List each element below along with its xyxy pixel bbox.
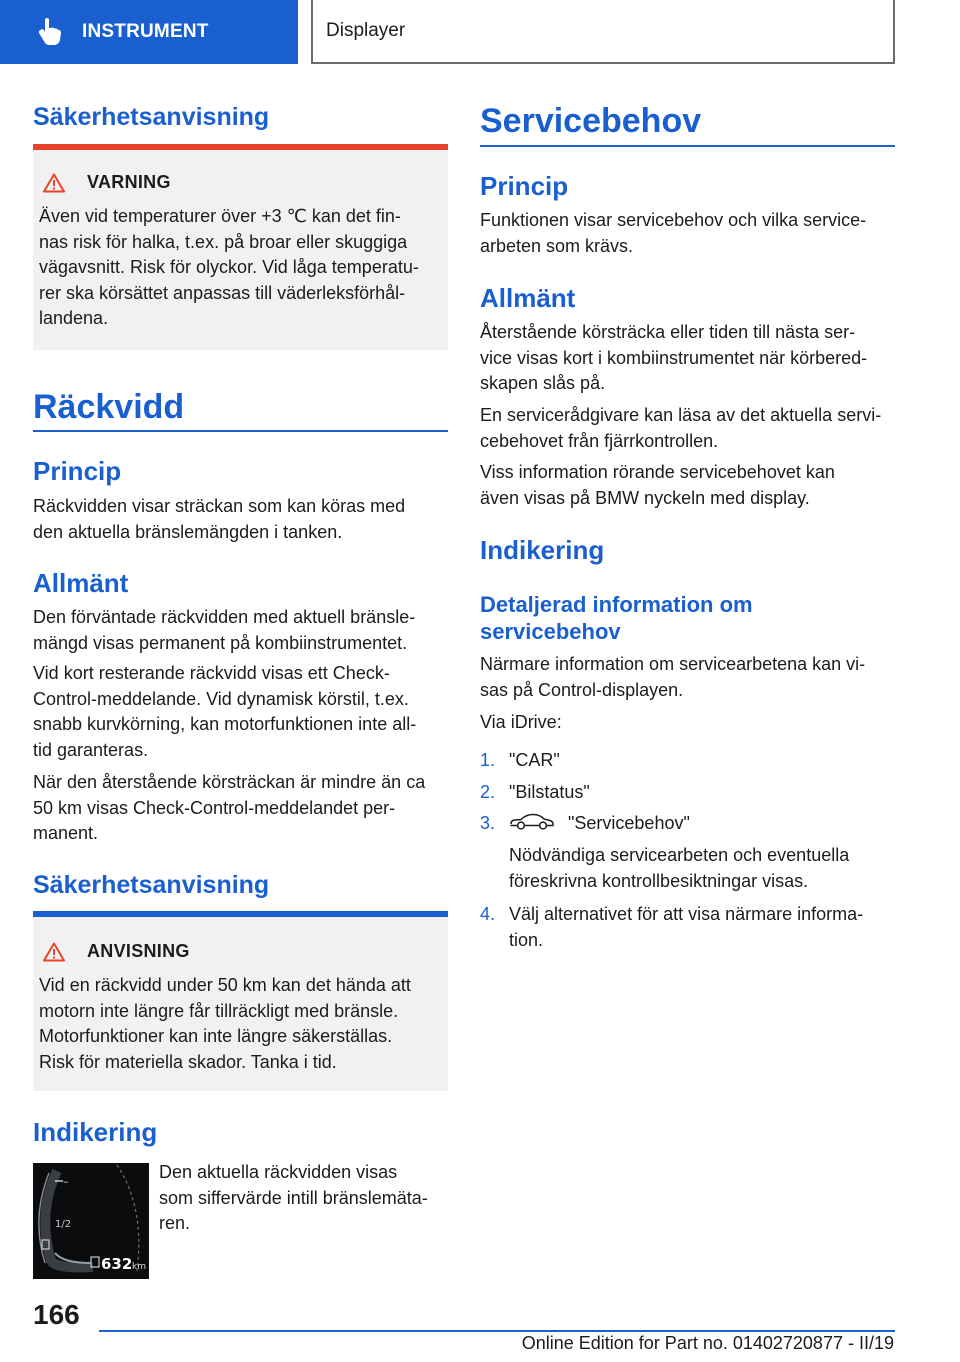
text-line: En servicerådgivare kan läsa av det aktuella servi- [480, 405, 882, 425]
notice-line: Risk för materiella skador. Tanka i tid. [39, 1051, 337, 1072]
detail-heading-line: Detaljerad information om [480, 592, 753, 617]
notice-label: ANVISNING [87, 941, 190, 961]
chapter-title: INSTRUMENT [82, 21, 209, 42]
text-line: sas på Control-displayen. [480, 679, 684, 700]
notice-line: motorn inte längre får tillräckligt med bränsle. [39, 1000, 399, 1021]
idrive-steps [480, 748, 895, 953]
text-line: cebehovet från fjärrkontrollen. [480, 430, 719, 451]
service-allmant-p2 [480, 403, 881, 454]
fuel-gauge-graphic [33, 1163, 149, 1279]
notice-line: Motorfunktioner kan inte längre säkerställas. [39, 1026, 393, 1046]
car-icon [509, 812, 555, 838]
text-line: Återstående körsträcka eller tiden till nästa ser- [480, 322, 856, 342]
warning-triangle-icon [43, 173, 65, 193]
warning-box [33, 144, 448, 350]
range-princip-text [33, 494, 405, 545]
step-item [480, 748, 895, 774]
service-rule [480, 145, 895, 147]
warning-label: VARNING [87, 172, 171, 192]
text-line: föreskrivna kontrollbesiktningar visas. [509, 870, 809, 891]
notice-bar [33, 911, 448, 917]
text-line: Control-meddelande. Vid dynamisk körstil, t.ex. [33, 688, 409, 709]
step-item [480, 902, 895, 953]
warning-line: vägavsnitt. Risk för olyckor. Vid låga temperatu- [39, 257, 419, 277]
pointing-hand-icon [34, 17, 64, 47]
step-text: "CAR" [509, 750, 560, 770]
step-item [480, 811, 895, 894]
warning-triangle-icon [43, 942, 65, 962]
range-allmant-p2 [33, 661, 416, 763]
text-line: snabb kurvkörning, kan motorfunktionen inte all- [33, 714, 417, 734]
text-line: den aktuella bränslemängden i tanken. [33, 521, 343, 542]
text-line: arbeten som krävs. [480, 235, 634, 256]
service-indikering-heading: Indikering [480, 535, 605, 565]
step-number: 2. [480, 781, 496, 802]
gauge-range-unit: km [132, 1262, 146, 1272]
range-rule [33, 430, 448, 432]
safety-heading-2: Säkerhetsanvisning [33, 871, 270, 899]
range-allmant-p1 [33, 605, 415, 656]
notice-line: Vid en räckvidd under 50 km kan det hända att [39, 975, 411, 995]
notice-header [43, 941, 190, 962]
warning-bar [33, 144, 448, 150]
text-line: manent. [33, 823, 99, 843]
section-box [311, 0, 895, 64]
text-line: Den aktuella räckvidden visas [159, 1162, 398, 1182]
text-line: Närmare information om servicearbetena kan vi- [480, 654, 866, 674]
notice-box [33, 911, 448, 1091]
fuel-gauge-image [33, 1163, 149, 1279]
text-line: som siffervärde intill bränslemäta- [159, 1187, 428, 1208]
text-line: Funktionen visar servicebehov och vilka service- [480, 210, 867, 230]
gauge-range-value: 632 [101, 1255, 133, 1273]
detail-heading [480, 591, 753, 645]
svg-text:–: – [63, 1175, 69, 1188]
text-line: Viss information rörande servicebehovet kan [480, 462, 835, 482]
section-title: Displayer [326, 20, 406, 41]
warning-header [43, 172, 171, 193]
service-princip-text [480, 208, 866, 259]
service-allmant-p3 [480, 460, 835, 511]
text-line: Räckvidden visar sträckan som kan köras med [33, 496, 406, 516]
step-number: 4. [480, 904, 496, 924]
range-allmant-p3 [33, 770, 425, 847]
range-allmant-heading: Allmänt [33, 568, 129, 598]
text-line: Nödvändiga servicearbeten och eventuella [509, 845, 850, 865]
service-heading: Servicebehov [480, 102, 702, 140]
text-line: När den återstående körsträckan är mindre än ca [33, 772, 426, 792]
chapter-tab [0, 0, 298, 64]
step-text: "Bilstatus" [509, 781, 590, 802]
notice-text [39, 973, 444, 1075]
text-line: tid garanteras. [33, 739, 149, 760]
gauge-half-mark: 1/2 [55, 1219, 72, 1230]
range-indikering-heading: Indikering [33, 1117, 158, 1147]
step-text: "Servicebehov" [568, 813, 690, 833]
service-allmant-heading: Allmänt [480, 283, 576, 313]
warning-line: Även vid temperaturer över +3 ℃ kan det fin- [39, 206, 401, 226]
step-number: 3. [480, 813, 496, 833]
detail-heading-line: servicebehov [480, 619, 621, 644]
edition-note: Online Edition for Part no. 01402720877 - II/19 [521, 1333, 894, 1353]
via-idrive-label: Via iDrive: [480, 712, 562, 732]
range-princip-heading: Princip [33, 456, 122, 486]
footer-rule [99, 1330, 895, 1332]
detail-text [480, 652, 865, 703]
warning-line: nas risk för halka, t.ex. på broar eller skuggiga [39, 231, 408, 252]
text-line: 50 km visas Check-Control-meddelandet per- [33, 797, 396, 818]
text-line: mängd visas permanent på kombiinstrumentet. [33, 632, 408, 653]
service-princip-heading: Princip [480, 171, 569, 201]
warning-line: landena. [39, 308, 109, 328]
warning-line: rer ska körsättet anpassas till väderleksförhål- [39, 282, 406, 303]
range-indikering-text [159, 1160, 449, 1237]
step-item [480, 780, 895, 806]
text-line: tion. [509, 929, 544, 950]
step-subtext [509, 843, 895, 894]
text-line: ren. [159, 1213, 191, 1233]
text-line: Välj alternativet för att visa närmare informa- [509, 904, 864, 924]
text-line: Den förväntade räckvidden med aktuell bränsle- [33, 607, 416, 627]
warning-text [39, 204, 444, 332]
safety-heading-1: Säkerhetsanvisning [33, 103, 270, 131]
service-allmant-p1 [480, 320, 867, 397]
text-line: vice visas kort i kombiinstrumentet när körbered- [480, 347, 868, 368]
text-line: även visas på BMW nyckeln med display. [480, 487, 810, 508]
page-number: 166 [33, 1299, 80, 1330]
text-line: Vid kort resterande räckvidd visas ett Check- [33, 663, 390, 683]
text-line: skapen slås på. [480, 373, 606, 393]
range-heading: Räckvidd [33, 388, 185, 426]
step-number: 1. [480, 750, 496, 770]
